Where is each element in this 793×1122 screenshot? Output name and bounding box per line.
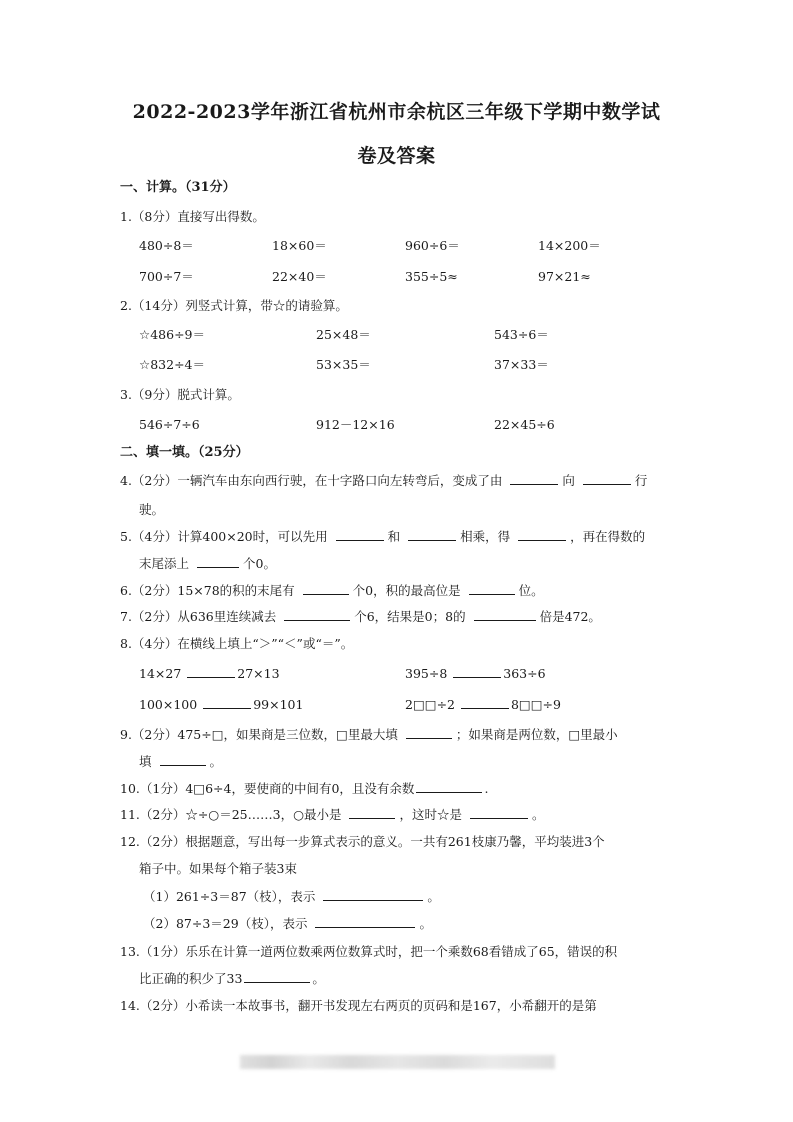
q3-item: 546÷7÷6 (139, 417, 200, 432)
q6-text: 位。 (518, 583, 544, 598)
q8-expr: 395÷8 (405, 666, 448, 681)
q12-text: （1）261÷3＝87（枝），表示 (143, 889, 316, 904)
q5-text: 和 (387, 529, 401, 544)
q12-sub-1 (143, 889, 440, 905)
answer-blank[interactable] (474, 609, 536, 621)
q2-stem: 2.（14分）列竖式计算，带☆的请验算。 (120, 298, 348, 313)
q1-item: 960÷6＝ (405, 238, 460, 253)
q2-item: 37×33＝ (494, 357, 549, 372)
q7 (120, 609, 601, 625)
q2-item: 25×48＝ (316, 327, 371, 342)
page-title-line-1: 2022-2023学年浙江省杭州市余杭区三年级下学期中数学试 (132, 101, 661, 123)
q13-text: 。 (312, 971, 325, 986)
answer-blank[interactable] (408, 529, 456, 541)
q11-text: ，这时☆是 (399, 807, 462, 822)
q12-sub-2 (143, 916, 432, 932)
q8-expr: 27×13 (237, 666, 280, 681)
q8-expr: 99×101 (253, 697, 304, 712)
answer-blank[interactable] (203, 697, 251, 709)
blurred-footer-watermark (240, 1055, 555, 1069)
q2-item: ☆832÷4＝ (139, 357, 205, 372)
q5-text: 相乘，得 (460, 529, 511, 544)
q1-item: 22×40＝ (272, 269, 327, 284)
q4-text: 行 (634, 473, 648, 488)
q12-text: 。 (427, 889, 440, 904)
q9-text: ；如果商是两位数，□里最小 (455, 727, 618, 742)
answer-blank[interactable] (510, 473, 558, 485)
q11-text: 。 (531, 807, 545, 822)
q8-expr: 8□□÷9 (510, 697, 561, 712)
q4-line-2: 驶。 (139, 502, 165, 517)
q1-item: 14×200＝ (538, 238, 601, 253)
answer-blank[interactable] (470, 807, 528, 819)
q9-text: 填 (139, 754, 152, 769)
q4-text: 4.（2分）一辆汽车由东向西行驶，在十字路口向左转弯后，变成了由 (120, 473, 503, 488)
q12-line-2: 箱子中。如果每个箱子装3束 (139, 861, 297, 876)
q8-expr: 100×100 (139, 697, 198, 712)
q10 (120, 781, 488, 797)
q9-line-1 (120, 727, 618, 743)
answer-blank[interactable] (416, 781, 482, 793)
q13-text: 比正确的积少了33 (139, 971, 243, 986)
q1-item: 97×21≈ (538, 269, 591, 284)
q8-expr: 363÷6 (503, 666, 546, 681)
q13-line-1: 13.（1分）乐乐在计算一道两位数乘两位数算式时，把一个乘数68看错成了65，错误的积 (120, 944, 618, 959)
q11-text: 11.（2分）☆÷○＝25……3，○最小是 (120, 807, 342, 822)
q14-line-1: 14.（2分）小希读一本故事书，翻开书发现左右两页的页码和是167，小希翻开的是第 (120, 998, 597, 1013)
page-title-line-2: 卷及答案 (357, 145, 436, 167)
answer-blank[interactable] (453, 666, 501, 678)
answer-blank[interactable] (461, 697, 509, 709)
section-heading-fill-in: 二、填一填。（25分） (120, 445, 249, 460)
q1-item: 700÷7＝ (139, 269, 194, 284)
q5-text: 末尾添上 (139, 556, 190, 571)
q9-text: 9.（2分）475÷□，如果商是三位数，□里最大填 (120, 727, 398, 742)
q8-compare (139, 697, 303, 713)
q12-line-1: 12.（2分）根据题意，写出每一步算式表示的意义。一共有261枝康乃馨，平均装进3个 (120, 834, 605, 849)
q8-compare (405, 697, 561, 713)
q11 (120, 807, 544, 823)
section-heading-calculation: 一、计算。（31分） (120, 180, 236, 195)
answer-blank[interactable] (303, 583, 349, 595)
q6-text: 6.（2分）15×78的积的末尾有 (120, 583, 295, 598)
q8-compare (139, 666, 280, 682)
q6 (120, 583, 544, 599)
q8-compare (405, 666, 546, 682)
q2-item: 53×35＝ (316, 357, 371, 372)
q2-item: 543÷6＝ (494, 327, 549, 342)
q4-text: 向 (562, 473, 575, 488)
answer-blank[interactable] (244, 971, 310, 983)
answer-blank[interactable] (315, 916, 415, 928)
q8-expr: 14×27 (139, 666, 182, 681)
q3-item: 912－12×16 (316, 417, 395, 432)
answer-blank[interactable] (583, 473, 631, 485)
q10-text: 10.（1分）4□6÷4，要使商的中间有0，且没有余数 (120, 781, 415, 796)
q4-line-1 (120, 473, 647, 489)
q3-stem: 3.（9分）脱式计算。 (120, 387, 240, 402)
q1-item: 355÷5≈ (405, 269, 458, 284)
answer-blank[interactable] (160, 754, 206, 766)
q13-line-2 (139, 971, 325, 987)
q5-line-2 (139, 556, 276, 572)
q7-text: 个6，结果是0；8的 (354, 609, 466, 624)
answer-blank[interactable] (187, 666, 235, 678)
q1-item: 480÷8＝ (139, 238, 194, 253)
q6-text: 个0，积的最高位是 (352, 583, 461, 598)
q8-expr: 2□□÷2 (405, 697, 455, 712)
q1-item: 18×60＝ (272, 238, 327, 253)
q5-text: 个0。 (243, 556, 276, 571)
answer-blank[interactable] (349, 807, 395, 819)
q7-text: 倍是472。 (539, 609, 601, 624)
q12-text: （2）87÷3＝29（枝），表示 (143, 916, 308, 931)
answer-blank[interactable] (197, 556, 239, 568)
answer-blank[interactable] (406, 727, 452, 739)
q10-text: . (484, 781, 489, 796)
answer-blank[interactable] (284, 609, 350, 621)
q9-line-2 (139, 754, 222, 770)
q9-text: 。 (209, 754, 223, 769)
answer-blank[interactable] (336, 529, 384, 541)
answer-blank[interactable] (518, 529, 566, 541)
q5-line-1 (120, 529, 645, 545)
q7-text: 7.（2分）从636里连续减去 (120, 609, 277, 624)
q1-stem: 1.（8分）直接写出得数。 (120, 209, 265, 224)
q5-text: 5.（4分）计算400×20时，可以先用 (120, 529, 328, 544)
q5-text: ，再在得数的 (570, 529, 646, 544)
q8-stem: 8.（4分）在横线上填上“＞”“＜”或“＝”。 (120, 636, 354, 651)
q3-item: 22×45÷6 (494, 417, 555, 432)
answer-blank[interactable] (469, 583, 515, 595)
q12-text: 。 (419, 916, 432, 931)
answer-blank[interactable] (323, 889, 423, 901)
q2-item: ☆486÷9＝ (139, 327, 205, 342)
